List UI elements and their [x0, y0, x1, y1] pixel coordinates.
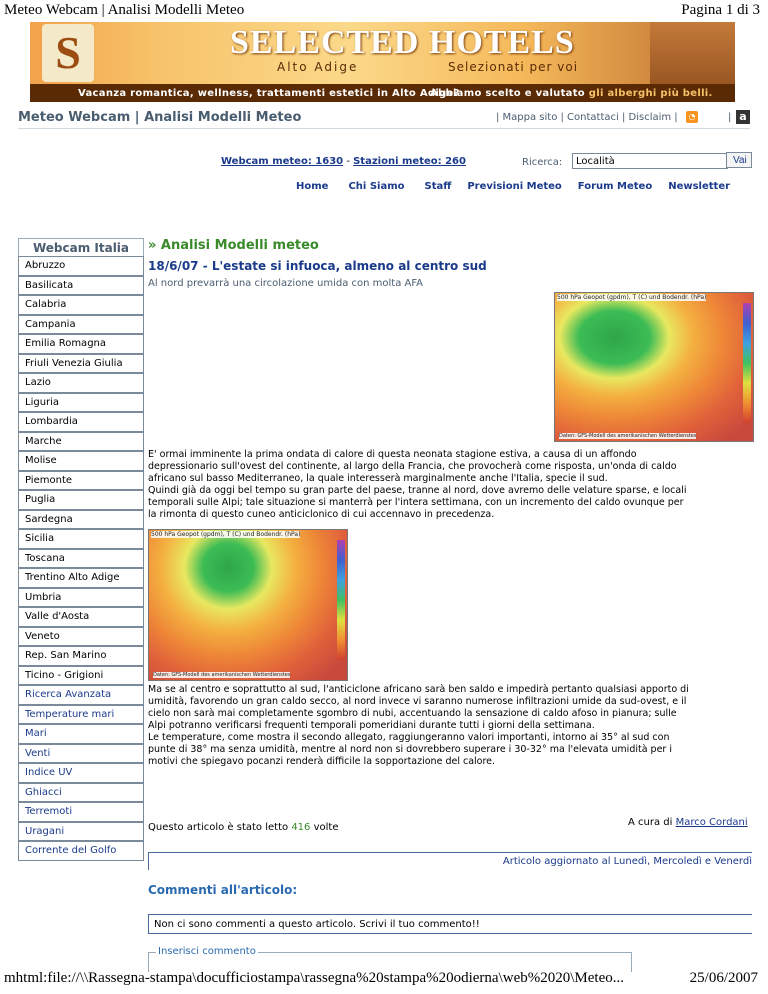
sidebar-item-corrente-golfo[interactable]: Corrente del Golfo: [18, 841, 144, 861]
no-comments-text: Non ci sono commenti a questo articolo. Scrivi il tuo commento!!: [154, 919, 480, 930]
print-page-number: Pagina 1 di 3: [681, 2, 760, 18]
read-count: 416: [291, 822, 311, 833]
sidebar-item-sicilia[interactable]: Sicilia: [18, 529, 144, 549]
stations-count-link[interactable]: Stazioni meteo: 260: [353, 156, 466, 167]
sidebar-item-umbria[interactable]: Umbria: [18, 588, 144, 608]
top-links[interactable]: | Mappa sito | Contattaci | Disclaim |: [496, 112, 678, 123]
comments-title: Commenti all'articolo:: [148, 883, 298, 897]
print-date: 25/06/2007: [689, 970, 758, 986]
sidebar-item-temperature-mari[interactable]: Temperature mari: [18, 705, 144, 725]
nav-forum-meteo[interactable]: Forum Meteo: [577, 181, 653, 192]
author-link[interactable]: Marco Cordani: [675, 817, 748, 828]
sidebar-title: Webcam Italia: [18, 238, 144, 256]
map-1-field: [555, 293, 753, 441]
sidebar-item-calabria[interactable]: Calabria: [18, 295, 144, 315]
read-prefix: Questo articolo è stato letto: [148, 822, 289, 833]
print-path: mhtml:file://\\Rassegna-stampa\docufficiostampa\rassegna%20stampa%20odierna\web%2020\Meteo...: [4, 970, 624, 986]
font-size-icon[interactable]: a: [736, 110, 750, 124]
sidebar-item-puglia[interactable]: Puglia: [18, 490, 144, 510]
banner-logo: S: [42, 24, 94, 82]
search-button[interactable]: Vai: [726, 152, 752, 168]
sidebar-item-abruzzo[interactable]: Abruzzo: [18, 256, 144, 276]
nav-home[interactable]: Home: [296, 181, 329, 192]
sidebar-item-valle-daosta[interactable]: Valle d'Aosta: [18, 607, 144, 627]
sidebar-item-lombardia[interactable]: Lombardia: [18, 412, 144, 432]
para1-line-5: temporali sulle Alpi; tale situazione si manterrà per l'intera settimana, con un incremento del caldo ovunque per: [148, 497, 684, 508]
para1-line-1: E' ormai imminente la prima ondata di calore di questa neonata stagione estiva, a causa di un affondo: [148, 449, 637, 460]
sidebar-item-uragani[interactable]: Uragani: [18, 822, 144, 842]
sidebar-item-indice-uv[interactable]: Indice UV: [18, 763, 144, 783]
sidebar-item-ghiacci[interactable]: Ghiacci: [18, 783, 144, 803]
map-2-field: [149, 530, 347, 680]
sidebar-item-molise[interactable]: Molise: [18, 451, 144, 471]
sidebar-item-emilia-romagna[interactable]: Emilia Romagna: [18, 334, 144, 354]
sidebar-item-piemonte[interactable]: Piemonte: [18, 471, 144, 491]
banner-tagline-question: Vacanza romantica, wellness, trattamenti estetici in Alto Adige?: [78, 88, 460, 99]
para2-line-1: Ma se al centro e soprattutto al sud, l'anticiclone africano sarà ben saldo e impedirà pertanto qualsiasi apporto di: [148, 684, 689, 695]
nav-staff[interactable]: Staff: [424, 181, 452, 192]
para2-line-4: Alpi potranno verificarsi frequenti temporali pomeridiani durante tutti i giorni della settimana.: [148, 720, 595, 731]
sidebar-item-ricerca-avanzata[interactable]: Ricerca Avanzata: [18, 685, 144, 705]
para1-line-3: africano sul basso Mediterraneo, la quale interesserà marginalmente anche l'Italia, specie il sud.: [148, 473, 608, 484]
article-title: 18/6/07 - L'estate si infuoca, almeno al centro sud: [148, 259, 487, 273]
header-divider: [18, 128, 750, 129]
banner-subtitle-left: Alto Adige: [277, 60, 359, 74]
para2-line-7: motivi che spiegavo pocanzi renderà difficile la sopportazione del calore.: [148, 756, 496, 767]
sidebar: [18, 238, 144, 861]
site-title: Meteo Webcam | Analisi Modelli Meteo: [18, 110, 302, 125]
para1-line-4: Quindi già da oggi bel tempo su gran parte del paese, tranne al nord, dove avremo delle velature sparse, e locali: [148, 485, 687, 496]
sidebar-item-ticino[interactable]: Ticino - Grigioni: [18, 666, 144, 686]
map-2-color-scale: [337, 540, 345, 660]
sidebar-item-marche[interactable]: Marche: [18, 432, 144, 452]
weather-map-image-1[interactable]: [554, 292, 754, 442]
sidebar-item-basilicata[interactable]: Basilicata: [18, 276, 144, 296]
insert-comment-legend: Inserisci commento: [158, 946, 256, 957]
banner-title: SELECTED HOTELS: [230, 24, 575, 61]
article-author: [628, 817, 748, 828]
para2-line-3: cielo non sarà mai completamente sgombro di nubi, accentuando la sensazione di caldo afoso in pianura; sulle: [148, 708, 677, 719]
rss-icon[interactable]: ◔: [686, 111, 698, 123]
para1-line-2: depressionario sull'ovest del continente, al largo della Francia, che provocherà come risposta, un'onda di caldo: [148, 461, 677, 472]
sidebar-item-liguria[interactable]: Liguria: [18, 393, 144, 413]
banner-tagline-highlight: gli alberghi più belli.: [588, 88, 713, 99]
sidebar-item-toscana[interactable]: Toscana: [18, 549, 144, 569]
map-1-header: 500 hPa Geopot (gpdm), T (C) und Bodendr. (hPa): [557, 294, 707, 301]
sidebar-item-sardegna[interactable]: Sardegna: [18, 510, 144, 530]
sidebar-item-veneto[interactable]: Veneto: [18, 627, 144, 647]
webcam-count-link[interactable]: Webcam meteo: 1630: [221, 156, 344, 167]
nav-chi-siamo[interactable]: Chi Siamo: [348, 181, 405, 192]
print-title: Meteo Webcam | Analisi Modelli Meteo: [4, 2, 245, 18]
sidebar-item-terremoti[interactable]: Terremoti: [18, 802, 144, 822]
map-2-header: 500 hPa Geopot (gpdm), T (C) und Bodendr. (hPa): [151, 531, 301, 538]
read-suffix: volte: [313, 822, 339, 833]
para2-line-6: punte di 38° ma senza umidità, mentre al nord non si dovrebbero superare i 30-32° ma l'elevata umidità per i: [148, 744, 672, 755]
nav-newsletter[interactable]: Newsletter: [668, 181, 731, 192]
map-2-footer: Daten: GFS-Modell des amerikanischen Wetterdienstes: [153, 672, 291, 678]
banner-subtitle-right: Selezionati per voi: [448, 60, 579, 74]
update-schedule: Articolo aggiornato al Lunedì, Mercoledì e Venerdì: [502, 856, 752, 867]
sidebar-item-mari[interactable]: Mari: [18, 724, 144, 744]
main-nav: [296, 181, 730, 192]
para2-line-5: Le temperature, come mostra il secondo allegato, raggiungeranno valori importanti, intorno ai 35° al sud con: [148, 732, 670, 743]
para2-line-2: umidità, favorendo un gran caldo secco, al nord invece vi saranno numerose infiltrazioni umide da sud-ovest, e il: [148, 696, 687, 707]
search-label: Ricerca:: [522, 157, 563, 168]
author-prefix: A cura di: [628, 817, 673, 828]
search-input[interactable]: [572, 153, 728, 169]
sidebar-item-friuli[interactable]: Friuli Venezia Giulia: [18, 354, 144, 374]
banner-tagline-answer: [430, 88, 713, 99]
stats-dash: -: [343, 156, 354, 167]
read-count-line: [148, 822, 338, 833]
stats-line: [221, 156, 466, 167]
sidebar-item-san-marino[interactable]: Rep. San Marino: [18, 646, 144, 666]
top-separator: |: [728, 112, 732, 123]
map-1-footer: Daten: GFS-Modell des amerikanischen Wetterdienstes: [559, 433, 697, 439]
sidebar-item-campania[interactable]: Campania: [18, 315, 144, 335]
article-subtitle: Al nord prevarrà una circolazione umida con molta AFA: [148, 278, 424, 289]
sidebar-item-lazio[interactable]: Lazio: [18, 373, 144, 393]
sidebar-item-trentino[interactable]: Trentino Alto Adige: [18, 568, 144, 588]
section-title: » Analisi Modelli meteo: [148, 238, 319, 253]
weather-map-image-2[interactable]: [148, 529, 348, 681]
banner-tagline-answer-text: Abbiamo scelto e valutato: [430, 88, 585, 99]
para1-line-6: la rimonta di questo cuneo anticiclonico di cui accennavo in precedenza.: [148, 509, 495, 520]
sidebar-item-venti[interactable]: Venti: [18, 744, 144, 764]
map-1-color-scale: [743, 303, 751, 423]
nav-previsioni-meteo[interactable]: Previsioni Meteo: [467, 181, 562, 192]
